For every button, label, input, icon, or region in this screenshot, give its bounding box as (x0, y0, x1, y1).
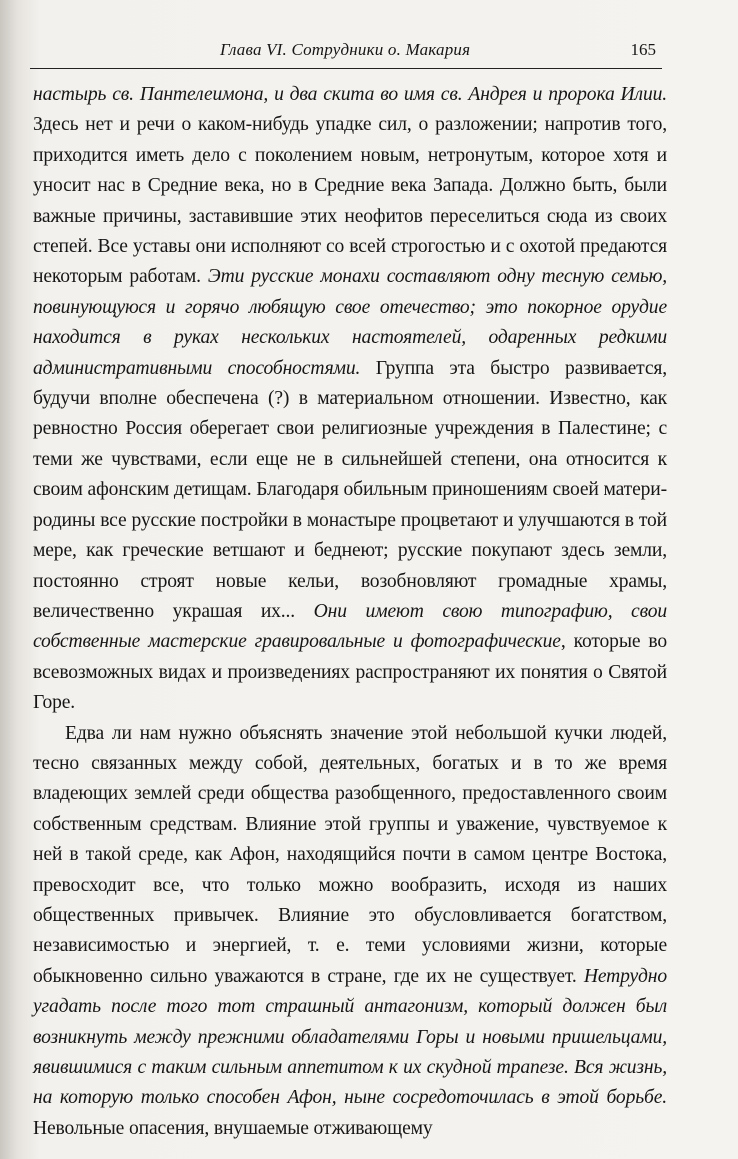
text-run: Они имеют свою типографию, свои собственные мастерские гравировальные и фотографические (33, 600, 667, 653)
text-run: настырь св. Пантелеимона, и два скита во имя св. Андрея и пророка Илии. (33, 84, 667, 105)
text-run: Эти русские монахи составляют одну тесную семью, повинующуюся и горячо любящую свое отечество; это покорное орудие находится в руках нескольких настоятелей, одаренных редкими административными способностями. (33, 266, 667, 379)
page-number: 165 (630, 40, 656, 59)
text-run: Здесь нет и речи о каком-нибудь упадке сил, о разложении; напротив того, приходится иметь дело с поколением новым, нетронутым, которое хотя и уносит нас в Средние века, но в Средние века Запада. Должно быть, были важные причины, заставившие этих неофитов переселиться сюда из своих степей. Все уставы они исполняют со всей строгостью и с охотой предаются некоторым работам. (33, 114, 667, 288)
text-run: Едва ли нам нужно объяснять значение этой небольшой кучки людей, тесно связанных между собой, деятельных, богатых и в то же время владеющих землей среди общества разобщенного, предоставленного своим собственным средствам. Влияние этой группы и уважение, чувствуемое к ней в такой среде, как Афон, находящийся почти в самом центре Востока, превосходит все, что только можно вообразить, исходя из наших общественных привычек. Влияние это обусловливается богатством, независимостью и энергией, т. е. теми условиями жизни, которые обыкновенно сильно уважаются в стране, где их не существует. (33, 722, 667, 987)
text-run: Группа эта быстро развивается, будучи вполне обеспечена (?) в материальном отношении. Известно, как ревностно Россия оберегает свои религиозные учреждения в Палестине; с теми же чувствами, если еще не в сильнейшей степени, она относится к своим афонским детищам. Благодаря обильным приношениям своей матери-родины все русские постройки в монастыре процветают и улучшаются в той мере, как греческие ветшают и беднеют; русские покупают здесь земли, постоянно строят новые кельи, возобновляют громадные храмы, величественно украшая их... (33, 357, 667, 622)
chapter-title: Глава VI. Сотрудники о. Макария (220, 40, 471, 59)
running-head (30, 40, 656, 70)
text-run: Нетрудно угадать после того тот страшный антагонизм, который должен был возникнуть между прежними обладателями Горы и новыми пришельцами, явившимися с таким сильным аппетитом к их скудной трапезе. Вся жизнь, на которую только способен Афон, ныне сосредоточилась в этой борьбе. (33, 965, 667, 1109)
body-text (33, 80, 667, 1144)
header-rule (30, 68, 662, 69)
paragraph-2 (33, 719, 667, 1145)
paragraph-1 (33, 80, 667, 719)
text-run: , которые во всевозможных видах и произведениях распространяют их понятия о Святой Горе. (33, 631, 667, 714)
text-run: Невольные опасения, внушаемые отживающему (33, 1117, 433, 1139)
